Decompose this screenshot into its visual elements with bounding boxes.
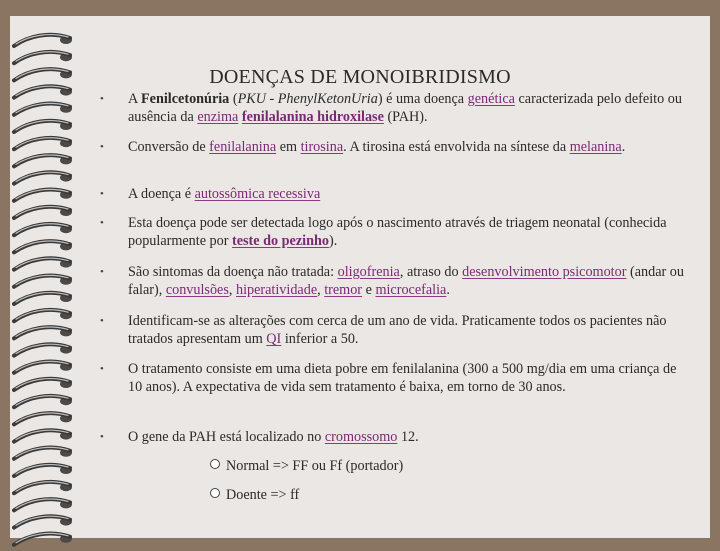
list-item-text: O gene da PAH está localizado no cromossomo 12. bbox=[128, 429, 419, 445]
binding-ring-icon bbox=[14, 465, 72, 476]
bullet-icon: • bbox=[100, 431, 104, 443]
list-item-text: A Fenilcetonúria (PKU - PhenylKetonUria) é uma doença genética caracterizada pelo defeito ou ausência da enzima fenilalanina hidroxilase (PAH). bbox=[128, 91, 682, 125]
circle-bullet-icon bbox=[210, 488, 220, 498]
link-teste-do-pezinho[interactable]: teste do pezinho bbox=[232, 233, 329, 249]
binding-ring-icon bbox=[14, 103, 72, 114]
link-genetica[interactable]: genética bbox=[467, 91, 515, 107]
binding-ring-icon bbox=[14, 189, 72, 200]
list-item-text: São sintomas da doença não tratada: oligofrenia, atraso do desenvolvimento psicomotor (andar ou falar), convulsões, hiperatividade, tremor e microcefalia. bbox=[128, 264, 684, 298]
link-tremor[interactable]: tremor bbox=[324, 282, 363, 298]
bullet-icon: • bbox=[100, 363, 104, 375]
bullet-icon: • bbox=[100, 315, 104, 327]
binding-ring-icon bbox=[14, 533, 72, 544]
binding-ring-icon bbox=[14, 155, 72, 166]
link-fenilalanina[interactable]: fenilalanina bbox=[209, 139, 277, 155]
sub-item-normal: Normal => FF ou Ff (portador) bbox=[210, 457, 403, 475]
bullet-icon: • bbox=[100, 141, 104, 153]
binding-ring-icon bbox=[14, 447, 72, 458]
bullet-icon: • bbox=[100, 217, 104, 229]
list-item-text: O tratamento consiste em uma dieta pobre em fenilalanina (300 a 500 mg/dia em uma criança de 10 anos). A expectativa de vida sem tratamento é baixa, em torno de 30 anos. bbox=[128, 361, 677, 395]
binding-ring-icon bbox=[14, 516, 72, 527]
binding-ring-icon bbox=[14, 172, 72, 183]
binding-ring-icon bbox=[14, 310, 72, 321]
binding-ring-icon bbox=[14, 361, 72, 372]
bullet-icon: • bbox=[100, 266, 104, 278]
link-autossomica-recessiva[interactable]: autossômica recessiva bbox=[194, 186, 321, 202]
binding-ring-icon bbox=[14, 344, 72, 355]
page-title: DOENÇAS DE MONOIBRIDISMO bbox=[209, 66, 511, 88]
binding-ring-icon bbox=[14, 413, 72, 424]
link-enzima[interactable]: enzima bbox=[197, 109, 239, 125]
link-cromossomo[interactable]: cromossomo bbox=[324, 429, 398, 445]
binding-ring-icon bbox=[14, 224, 72, 235]
link-fenilalanina-hidroxilase[interactable]: fenilalanina hidroxilase bbox=[241, 109, 384, 125]
binding-ring-icon bbox=[14, 327, 72, 338]
binding-ring-icon bbox=[14, 138, 72, 149]
link-convulsoes[interactable]: convulsões bbox=[165, 282, 229, 298]
binding-ring-icon bbox=[14, 207, 72, 218]
binding-ring-icon bbox=[14, 430, 72, 441]
spiral-binding-decoration bbox=[10, 26, 90, 551]
list-item-text: Identificam-se as alterações com cerca de um ano de vida. Praticamente todos os pacientes não tratados apresentam um QI inferior a 50. bbox=[128, 313, 667, 347]
bullet-icon: • bbox=[100, 93, 104, 105]
link-qi[interactable]: QI bbox=[266, 331, 282, 347]
sub-item-doente: Doente => ff bbox=[210, 486, 299, 504]
binding-ring-icon bbox=[14, 293, 72, 304]
link-hiperatividade[interactable]: hiperatividade bbox=[235, 282, 318, 298]
binding-ring-icon bbox=[14, 35, 72, 46]
link-microcefalia[interactable]: microcefalia bbox=[375, 282, 447, 298]
link-melanina[interactable]: melanina bbox=[569, 139, 622, 155]
link-tirosina[interactable]: tirosina bbox=[300, 139, 344, 155]
bullet-icon: • bbox=[100, 188, 104, 200]
binding-ring-icon bbox=[14, 241, 72, 252]
list-item-text: Conversão de fenilalanina em tirosina. A tirosina está envolvida na síntese da melanina. bbox=[128, 139, 626, 155]
list-item-text: A doença é autossômica recessiva bbox=[128, 186, 321, 202]
binding-ring-icon bbox=[14, 379, 72, 390]
list-item-text: Esta doença pode ser detectada logo após o nascimento através de triagem neonatal (conhecida popularmente por teste do pezinho). bbox=[128, 215, 667, 249]
link-desenvolvimento-psicomotor[interactable]: desenvolvimento psicomotor bbox=[462, 264, 627, 280]
link-oligofrenia[interactable]: oligofrenia bbox=[337, 264, 400, 280]
binding-ring-icon bbox=[14, 499, 72, 510]
binding-ring-icon bbox=[14, 482, 72, 493]
binding-ring-icon bbox=[14, 52, 72, 63]
slide-canvas bbox=[10, 16, 710, 538]
binding-ring-icon bbox=[14, 275, 72, 286]
binding-ring-icon bbox=[14, 396, 72, 407]
binding-ring-icon bbox=[14, 121, 72, 132]
binding-ring-icon bbox=[14, 258, 72, 269]
circle-bullet-icon bbox=[210, 459, 220, 469]
